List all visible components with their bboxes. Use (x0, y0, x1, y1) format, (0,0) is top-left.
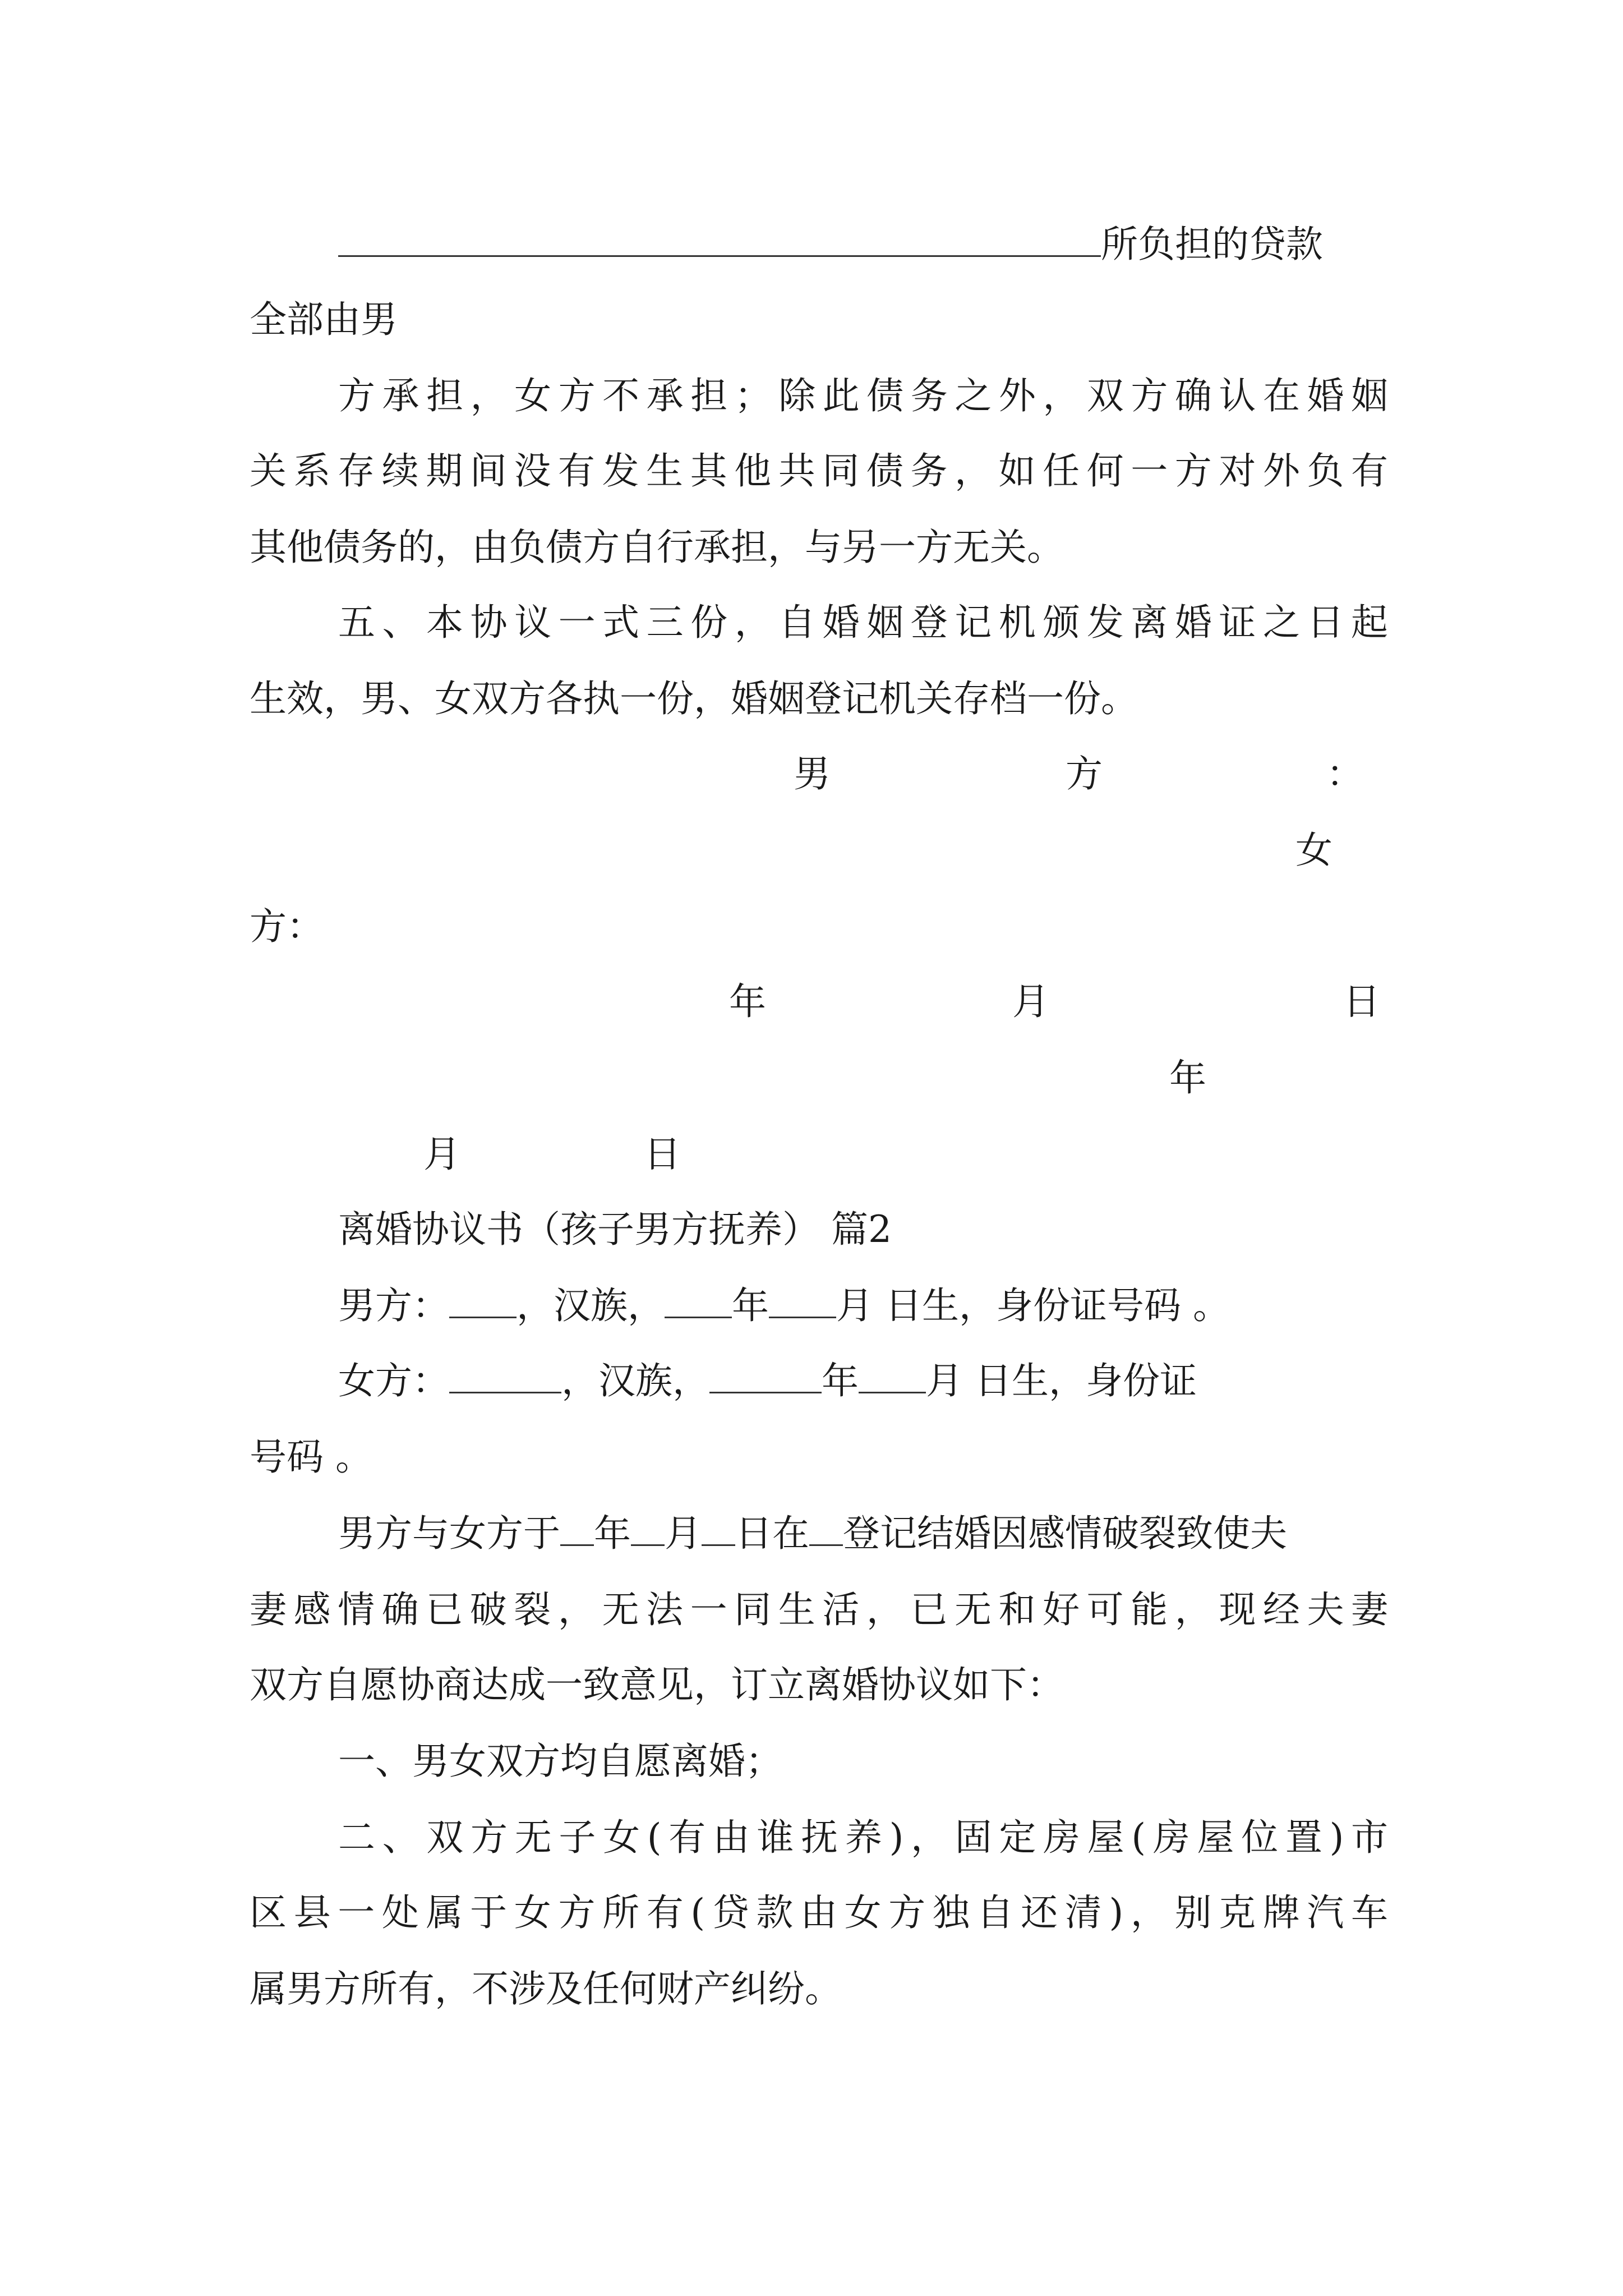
fill-blank (338, 223, 1101, 257)
text-fragment: 月 日生，身份证 (926, 1359, 1197, 1402)
fill-blank (702, 1512, 735, 1546)
text-fragment: 年 (594, 1512, 631, 1555)
fill-blank (859, 1359, 926, 1393)
text-fragment: 日在 (735, 1512, 809, 1555)
text-line: 二、双方无子女(有由谁抚养)，固定房屋(房屋位置)市 (338, 1816, 1388, 1859)
date-day: 日 (1343, 980, 1380, 1023)
fill-blank (809, 1512, 843, 1546)
fill-blank (631, 1512, 665, 1546)
signature-colon: ： (1326, 752, 1363, 795)
text-line: 其他债务的，由负债方自行承担，与另一方无关。 (250, 526, 1064, 569)
fill-blank (709, 1359, 822, 1393)
text-line: 全部由男 (250, 298, 398, 341)
section-title: 离婚协议书（孩子男方抚养） 篇2 (338, 1208, 892, 1251)
text-line (338, 1511, 1388, 1556)
text-fragment: 女方： (338, 1359, 449, 1402)
text-fragment: ，汉族， (561, 1359, 709, 1402)
date-year: 年 (729, 980, 766, 1023)
text-line (338, 222, 1388, 267)
text-line: 号码 。 (250, 1435, 372, 1479)
date-day: 日 (644, 1133, 681, 1176)
signature-label-female: 女 (1295, 829, 1332, 872)
fill-blank (449, 1359, 561, 1393)
text-line: 属男方所有，不涉及任何财产纠纷。 (250, 1967, 842, 2010)
text-line: 生效，男、女双方各执一份，婚姻登记机关存档一份。 (250, 677, 1138, 720)
date-month: 月 (423, 1133, 460, 1176)
male-info-line (338, 1283, 1460, 1328)
text-line: 五、本协议一式三份，自婚姻登记机颁发离婚证之日起 (338, 601, 1388, 644)
date-year: 年 (1169, 1056, 1206, 1099)
signature-label-female: 方： (250, 905, 324, 948)
fill-blank (769, 1284, 836, 1318)
text-line: 关系存续期间没有发生其他共同债务，如任何一方对外负有 (250, 449, 1388, 493)
fill-blank (665, 1284, 732, 1318)
text-fragment: 年 (732, 1284, 769, 1327)
text-line: 一、男女双方均自愿离婚； (338, 1740, 782, 1783)
text-fragment: 男方与女方于 (338, 1512, 560, 1555)
female-info-line (338, 1359, 1388, 1404)
text-fragment: 月 日生，身份证号码 。 (836, 1284, 1230, 1327)
text-fragment: 所负担的贷款 (1101, 223, 1323, 266)
text-fragment: 月 (665, 1512, 702, 1555)
text-fragment: ，汉族， (517, 1284, 665, 1327)
fill-blank (560, 1512, 594, 1546)
signature-label-male: 男 (794, 752, 831, 795)
text-fragment: 男方： (338, 1284, 449, 1327)
date-month: 月 (1012, 980, 1049, 1023)
text-line: 妻感情确已破裂，无法一同生活，已无和好可能，现经夫妻 (250, 1588, 1388, 1631)
text-line: 方承担，女方不承担；除此债务之外，双方确认在婚姻 (338, 374, 1388, 417)
text-fragment: 登记结婚因感情破裂致使夫 (843, 1512, 1287, 1555)
signature-label-male: 方 (1066, 752, 1103, 795)
text-fragment: 年 (822, 1359, 859, 1402)
text-line: 双方自愿协商达成一致意见，订立离婚协议如下： (250, 1663, 1064, 1706)
fill-blank (449, 1284, 517, 1318)
text-line: 区县一处属于女方所有(贷款由女方独自还清)，别克牌汽车 (250, 1891, 1388, 1934)
